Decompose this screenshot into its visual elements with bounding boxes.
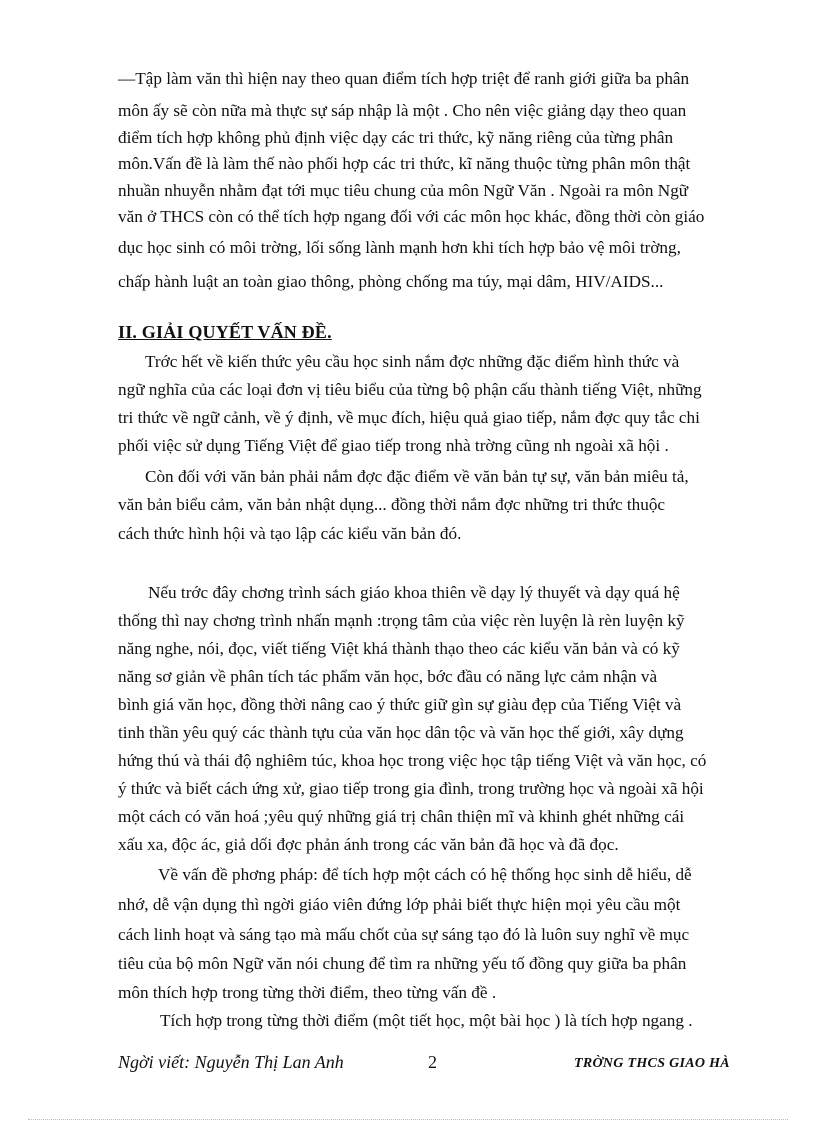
paragraph-line: phối việc sử dụng Tiếng Việt để giao tiếp trong nhà trờng cũng nh ngoài xã hội . <box>118 436 669 455</box>
paragraph-line: một cách có văn hoá ;yêu quý những giá trị chân thiện mĩ và khinh ghét những cái <box>118 807 685 826</box>
paragraph-line: ngữ nghĩa của các loại đơn vị tiêu biểu của từng bộ phận cấu thành tiếng Việt, những <box>118 380 702 399</box>
paragraph-line: nhuần nhuyễn nhằm đạt tới mục tiêu chung của môn Ngữ Văn . Ngoài ra môn Ngữ <box>118 181 689 200</box>
paragraph-line: ý thức và biết cách ứng xử, giao tiếp trong gia đình, trong trường học và ngoài xã hội <box>118 779 704 798</box>
paragraph-line: văn ở THCS còn có thể tích hợp ngang đối với các môn học khác, đồng thời còn giáo <box>118 207 705 226</box>
paragraph-line: năng nghe, nói, đọc, viết tiếng Việt khá thành thạo theo các kiểu văn bản và có kỹ <box>118 639 680 658</box>
paragraph-line: năng sơ giản về phân tích tác phẩm văn học, bớc đầu có năng lực cảm nhận và <box>118 667 658 686</box>
paragraph-line: tiêu của bộ môn Ngữ văn nói chung để tìm ra những yếu tố đồng quy giữa ba phân <box>118 954 687 973</box>
paragraph-line: xấu xa, độc ác, giả dối đợc phản ánh trong các văn bản đã học và đã đọc. <box>118 835 619 854</box>
paragraph-line: —Tập làm văn thì hiện nay theo quan điểm tích hợp triệt để ranh giới giữa ba phân <box>118 69 690 88</box>
footer-author: Ngời viết: Nguyễn Thị Lan Anh <box>118 1052 344 1072</box>
paragraph-line: tinh thần yêu quý các thành tựu của văn học dân tộc và văn học thế giới, xây dựng <box>118 723 684 742</box>
page-number: 2 <box>428 1052 437 1072</box>
paragraph-line: môn thích hợp trong từng thời điểm, theo từng vấn đề . <box>118 983 497 1002</box>
paragraph-line: chấp hành luật an toàn giao thông, phòng chống ma túy, mại dâm, HIV/AIDS... <box>118 272 664 291</box>
paragraph-line: cách linh hoạt và sáng tạo mà mấu chốt của sự sáng tạo đó là luôn suy nghĩ về mục <box>118 925 690 944</box>
paragraph-line: môn ấy sẽ còn nữa mà thực sự sáp nhập là một . Cho nên việc giảng dạy theo quan <box>118 101 687 120</box>
paragraph-line: bình giá văn học, đồng thời nâng cao ý thức giữ gìn sự giàu đẹp của Tiếng Việt và <box>118 695 682 714</box>
footer-school: TRỜNG THCS GIAO HÀ <box>574 1056 730 1071</box>
paragraph-line: nhớ, dễ vận dụng thì ngời giáo viên đứng lớp phải biết thực hiện mọi yêu cầu một <box>118 895 681 914</box>
bottom-divider <box>28 1119 788 1120</box>
paragraph-line: văn bản biểu cảm, văn bản nhật dụng... đồng thời nắm đợc những tri thức thuộc <box>118 495 666 514</box>
paragraph-line: cách thức hình hội và tạo lập các kiểu văn bản đó. <box>118 524 462 543</box>
paragraph-line: thống thì nay chơng trình nhấn mạnh :trọng tâm của việc rèn luyện là rèn luyện kỹ <box>118 611 685 630</box>
paragraph-line: Tích hợp trong từng thời điểm (một tiết học, một bài học ) là tích hợp ngang . <box>160 1011 693 1030</box>
paragraph-line: dục học sinh có môi trờng, lối sống lành mạnh hơn khi tích hợp bảo vệ môi trờng, <box>118 238 681 257</box>
paragraph-line: Về vấn đề phơng pháp: để tích hợp một cách có hệ thống học sinh dễ hiểu, dễ <box>158 865 692 884</box>
paragraph-line: môn.Vấn đề là làm thế nào phối hợp các tri thức, kĩ năng thuộc từng phân môn thật <box>118 154 691 173</box>
paragraph-line: Trớc hết về kiến thức yêu cầu học sinh nắm đợc những đặc điểm hình thức và <box>145 352 680 371</box>
paragraph-line: Còn đối với văn bản phải nắm đợc đặc điểm về văn bản tự sự, văn bản miêu tả, <box>145 467 689 486</box>
paragraph-line: Nếu trớc đây chơng trình sách giáo khoa thiên về dạy lý thuyết và dạy quá hệ <box>148 583 680 602</box>
paragraph-line: điểm tích hợp không phủ định việc dạy các tri thức, kỹ năng riêng của từng phân <box>118 128 674 147</box>
paragraph-line: hứng thú và thái độ nghiêm túc, khoa học trong việc học tập tiếng Việt và văn học, có <box>118 751 707 770</box>
paragraph-line: tri thức về ngữ cảnh, về ý định, về mục đích, hiệu quả giao tiếp, nắm đợc quy tắc chi <box>118 408 700 427</box>
section-heading: II. GIẢI QUYẾT VẤN ĐỀ. <box>118 322 332 342</box>
